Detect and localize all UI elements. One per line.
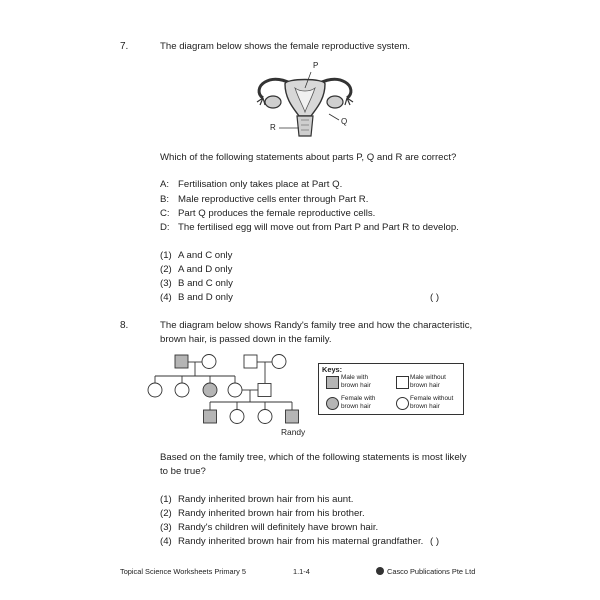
q7-option-num-1: (1) (160, 250, 172, 261)
q7-option-num-3: (3) (160, 278, 172, 289)
key-female-no-icon (396, 397, 409, 410)
mother (228, 383, 242, 397)
brother-brown (204, 410, 217, 423)
q8-option-2[interactable]: Randy inherited brown hair from his brother. (178, 508, 365, 519)
key-female-brown-line2: brown hair (341, 403, 371, 410)
key-female-no-line1: Female without (410, 395, 454, 402)
footer-publisher: Casco Publications Pte Ltd (387, 567, 476, 576)
q7-option-1[interactable]: A and C only (178, 250, 233, 261)
key-female-brown-line1: Female with (341, 395, 376, 402)
q7-statement-b: Male reproductive cells enter through Part R. (178, 194, 369, 205)
question-8-question-line1: Based on the family tree, which of the following statements is most likely (160, 452, 467, 463)
question-7-question: Which of the following statements about parts P, Q and R are correct? (160, 152, 457, 163)
aunt-2 (175, 383, 189, 397)
key-male-no-icon (396, 376, 409, 389)
q7-option-num-2: (2) (160, 264, 172, 275)
key-female-no-line2: brown hair (410, 403, 440, 410)
q7-statement-letter-c: C: (160, 208, 170, 219)
q8-option-4[interactable]: Randy inherited brown hair from his maternal grandfather. (178, 536, 424, 547)
question-8-prompt-line1: The diagram below shows Randy's family tree and how the characteristic, (160, 320, 473, 331)
q7-option-num-4: (4) (160, 292, 172, 303)
label-r: R (270, 123, 276, 132)
key-male-brown-icon (326, 376, 339, 389)
question-8-number: 8. (120, 320, 129, 331)
ovary-left (265, 96, 281, 108)
q7-statement-letter-d: D: (160, 222, 170, 233)
q7-option-2[interactable]: A and D only (178, 264, 233, 275)
aunt-1 (148, 383, 162, 397)
footer-book-title: Topical Science Worksheets Primary 5 (120, 567, 246, 576)
grandfather-maternal (244, 355, 257, 368)
q7-statement-a: Fertilisation only takes place at Part Q. (178, 179, 343, 190)
grandfather-paternal-brown (175, 355, 188, 368)
footer-page-number: 1.1-4 (293, 567, 310, 576)
key-male-no-line2: brown hair (410, 382, 440, 389)
family-tree-diagram (140, 350, 310, 430)
key-male-brown-line2: brown hair (341, 382, 371, 389)
copyright-icon (376, 567, 384, 575)
q8-option-3[interactable]: Randy's children will definitely have brown hair. (178, 522, 379, 533)
keys-title: Keys: (322, 365, 343, 374)
sister-2 (258, 410, 272, 424)
q7-statement-d: The fertilised egg will move out from Part P and Part R to develop. (178, 222, 459, 233)
aunt-brown (203, 383, 217, 397)
question-8-prompt-line2: brown hair, is passed down in the family. (160, 334, 332, 345)
grandmother-maternal (272, 355, 286, 369)
father (258, 384, 271, 397)
q7-answer-box[interactable]: ( ) (430, 292, 440, 303)
question-7-number: 7. (120, 41, 129, 52)
q7-statement-letter-a: A: (160, 179, 170, 190)
label-q: Q (341, 117, 348, 126)
vagina (297, 116, 313, 136)
q8-answer-box[interactable]: ( ) (430, 536, 440, 547)
q8-option-num-2: (2) (160, 508, 172, 519)
grandmother-paternal (202, 355, 216, 369)
q7-statement-letter-b: B: (160, 194, 170, 205)
key-male-brown-line1: Male with (341, 374, 368, 381)
label-p: P (313, 61, 319, 70)
q8-option-num-4: (4) (160, 536, 172, 547)
q7-statement-c: Part Q produces the female reproductive cells. (178, 208, 376, 219)
key-female-brown-icon (326, 397, 339, 410)
question-7-prompt: The diagram below shows the female reproductive system. (160, 41, 411, 52)
key-male-no-line1: Male without (410, 374, 446, 381)
q8-option-1[interactable]: Randy inherited brown hair from his aunt. (178, 494, 354, 505)
q8-option-num-3: (3) (160, 522, 172, 533)
q8-option-num-1: (1) (160, 494, 172, 505)
sister-1 (230, 410, 244, 424)
randy-brown (286, 410, 299, 423)
question-8-question-line2: to be true? (160, 466, 206, 477)
q7-option-4[interactable]: B and D only (178, 292, 233, 303)
q7-option-3[interactable]: B and C only (178, 278, 233, 289)
randy-label: Randy (281, 427, 306, 437)
ovary-right (327, 96, 343, 108)
